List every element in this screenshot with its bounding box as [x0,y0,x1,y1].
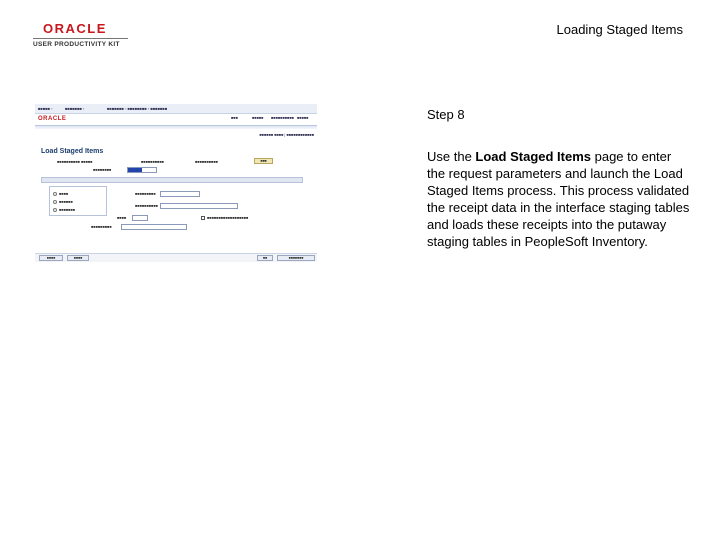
screenshot-page-title: Load Staged Items [41,148,104,155]
screenshot-oracle-logo: ORACLE [38,116,67,122]
screenshot-radio-once [53,192,57,196]
screenshot-load-option-label: ■■■■■■■■■ [91,225,112,229]
screenshot-description-input [160,203,238,209]
screenshot-description-label: ■■■■■■■■■■ [135,204,158,208]
screenshot-breadcrumb-bar: ■■■■■ › ■■■■■■■ › ■■■■■■■ › ■■■■■■■■ › ■■■■■■■ [35,104,317,114]
screenshot-unit-label: ■■■■ [117,216,127,220]
screenshot-checkbox-label: ■■■■■■■■■■■■■■■■■■ [207,216,249,220]
screenshot-separator [35,125,317,129]
step-label: Step 8 [427,107,465,122]
screenshot-radio-always [53,200,57,204]
screenshot-radio-dont-run [53,208,57,212]
screenshot-report-manager-link: ■■■■■■■■■■ [141,160,164,164]
screenshot-checkbox [201,216,205,220]
screenshot-radio-label: ■■■■ [59,192,69,196]
screenshot-runcontrol-label: ■■■■■■■■■■ ■■■■■ [57,160,93,164]
page-title: Loading Staged Items [556,22,683,37]
screenshot-radio-label: ■■■■■■ [59,200,73,204]
screenshot-language-selected [128,168,142,172]
screenshot-radio-label: ■■■■■■■ [59,208,76,212]
screenshot-run-button: ■■■ [254,158,273,164]
screenshot-language-label: ■■■■■■■■ [93,168,112,172]
logo-kit-text: USER PRODUCTIVITY KIT [33,41,120,48]
screenshot-save-button: ■■■■ [39,255,63,261]
step-desc-post: page to enter the request parameters and launch the Load Staged Items process. This process validated the receipt data in the interface staging tables and loads these receipts into the putaway staging tables in PeopleSoft Inventory. [427,149,690,249]
screenshot-request-id-input [160,191,200,197]
step-desc-bold: Load Staged Items [475,149,591,164]
screenshot-top-links: ■■■■■■ ■■■■ | ■■■■■■■■■■■■ [259,133,314,137]
screenshot-notify-button: ■■■■ [67,255,89,261]
screenshot-load-option-select [121,224,187,230]
step-screenshot: ■■■■■ › ■■■■■■■ › ■■■■■■■ › ■■■■■■■■ › ■■■■■■■ ORACLE ■■■ ■■■■■ ■■■■■■■■■■ ■■■■■ ■■■■■■ ■■■■ | ■■■■■■■■■■■■ Load Staged Items ■■■■■■■■■■ ■■■■■ ■■■■■■■■■■ ■■■■■■■■■■ ■■■ ■■■■■■■■ ■■■■ ■■■■■■ ■■■■■■■ ■■■■■■■■■ ■■■■■■■■■■ ■■■■ ■■■■■■■■■■■■■■■■■■ ■■■■■■■■■ ■■■■ ■■■■ ■■ ■■■■■■■ [35,104,317,264]
screenshot-process-frequency-box [49,186,107,216]
logo-oracle-text: ORACLE [43,21,107,36]
screenshot-add-button: ■■ [257,255,273,261]
oracle-upk-logo [33,22,128,48]
screenshot-grid-header [41,177,303,183]
screenshot-unit-input [132,215,148,221]
screenshot-request-id-label: ■■■■■■■■■ [135,192,156,196]
logo-divider [33,38,128,39]
screenshot-update-display-button: ■■■■■■■ [277,255,315,261]
screenshot-process-monitor-link: ■■■■■■■■■■ [195,160,218,164]
step-description [427,148,692,250]
step-desc-pre: Use the [427,149,476,164]
